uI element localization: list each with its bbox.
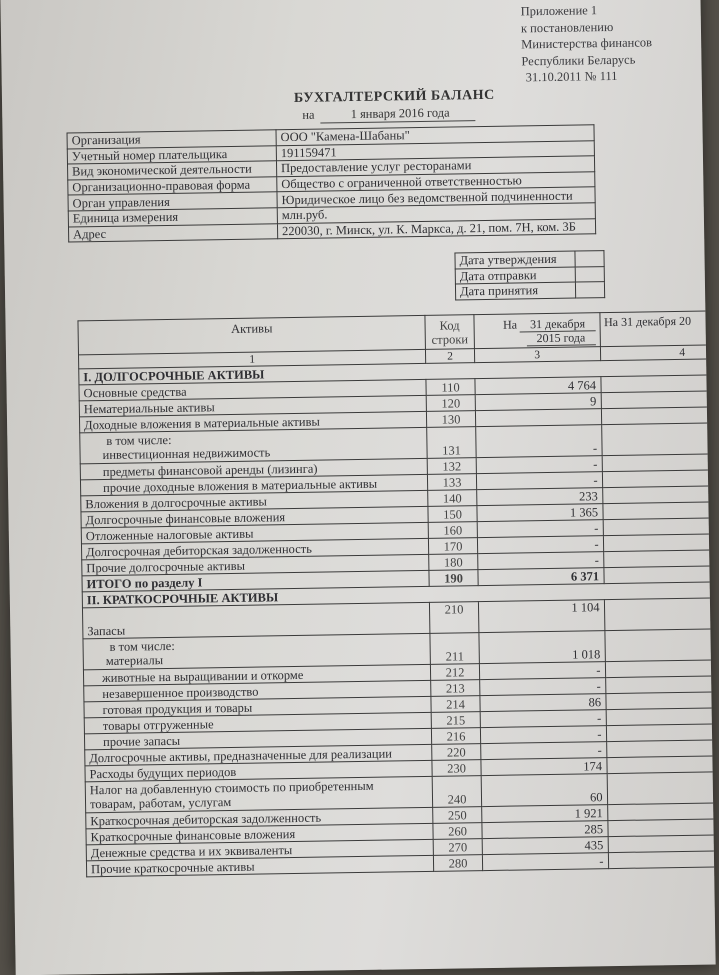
row-value-prev xyxy=(606,724,714,742)
row-value-2015: 174 xyxy=(481,758,607,776)
row-code: 140 xyxy=(428,490,477,507)
dates-table xyxy=(454,250,605,300)
row-code: 250 xyxy=(433,807,482,824)
row-code: 220 xyxy=(432,744,481,761)
info-value: Предоставление услуг ресторанами xyxy=(276,156,594,177)
row-value-prev xyxy=(607,772,715,805)
row-value-prev xyxy=(608,851,716,869)
row-code: 180 xyxy=(429,554,478,571)
row-label: Доходные вложения в материальные активы xyxy=(79,411,426,432)
assets-table xyxy=(77,310,715,877)
col3-prefix: На xyxy=(502,316,518,332)
date-value-cell xyxy=(575,266,604,282)
row-value-prev xyxy=(601,391,709,409)
row-value-2015: 1 104 xyxy=(478,600,604,633)
row-label: Расходы будущих периодов xyxy=(85,760,432,781)
row-value-2015: 9 xyxy=(475,393,601,411)
row-value-2015: - xyxy=(476,456,602,474)
row-value-prev xyxy=(606,756,714,774)
row-value-2015: - xyxy=(477,520,603,538)
row-code: 210 xyxy=(430,602,479,634)
row-value-2015: 435 xyxy=(482,837,608,855)
row-label: предметы финансовой аренды (лизинга) xyxy=(80,458,427,479)
row-value-prev xyxy=(606,708,714,726)
row-value-2015: 1 365 xyxy=(477,504,603,522)
row-label-line: товарам, работам, услугам xyxy=(89,795,232,812)
info-label: Организационно-правовая форма xyxy=(68,177,277,196)
appendix-note xyxy=(521,1,653,86)
row-label: готовая продукция и товары xyxy=(84,696,431,717)
date-row xyxy=(455,282,604,300)
row-value-2015 xyxy=(475,409,601,427)
row-code: 110 xyxy=(426,379,475,396)
row-code: 260 xyxy=(433,823,482,840)
row-value-2015: 1 018 xyxy=(479,631,605,664)
info-label: Учетный номер плательщика xyxy=(67,145,276,164)
row-label: прочие доходные вложения в материальные активы xyxy=(80,474,427,495)
col3-date: 31 декабря xyxy=(520,316,595,332)
row-code: 133 xyxy=(428,474,477,491)
assets-header: Активы xyxy=(78,315,426,354)
row-label: прочие запасы xyxy=(84,728,431,749)
row-code: 216 xyxy=(432,728,481,745)
row-label: Прочие краткосрочные активы xyxy=(86,855,433,876)
row-value-prev xyxy=(603,566,711,584)
row-value-2015: - xyxy=(477,536,603,554)
row-value-2015: - xyxy=(480,726,606,744)
row-code: 150 xyxy=(428,506,477,523)
row-value-2015: 6 371 xyxy=(478,568,604,586)
row-code: 130 xyxy=(427,411,476,428)
row-code: 213 xyxy=(431,680,480,697)
row-label-line: в том числе: xyxy=(106,432,172,448)
row-label: Долгосрочная дебиторская задолженность xyxy=(81,538,428,559)
appendix-line: Приложение 1 xyxy=(520,3,598,19)
row-value-prev xyxy=(601,407,709,425)
date-prefix: на xyxy=(302,107,315,122)
row-value-2015: - xyxy=(476,472,602,490)
row-value-2015: 1 921 xyxy=(481,805,607,823)
row-value-2015: 233 xyxy=(476,488,602,506)
row-value-prev xyxy=(602,502,710,520)
row-code: 211 xyxy=(430,633,479,665)
row-value-prev xyxy=(606,740,714,758)
row-value-2015: - xyxy=(480,710,606,728)
row-label: Долгосрочные активы, предназначенные для реализации xyxy=(85,744,432,765)
row-value-prev xyxy=(601,423,709,456)
row-value-2015: - xyxy=(479,678,605,696)
date-label: Дата отправки xyxy=(455,267,575,284)
row-code: 230 xyxy=(432,760,481,777)
code-header: Код строки xyxy=(425,315,474,350)
date-label: Дата утверждения xyxy=(455,251,575,268)
document-title: БУХГАЛТЕРСКИЙ БАЛАНС xyxy=(293,87,495,106)
row-label-line: в том числе: xyxy=(109,638,175,654)
row-label: Прочие долгосрочные активы xyxy=(82,554,429,575)
row-value-prev xyxy=(607,819,715,837)
row-label: незавершенное производство xyxy=(84,680,431,701)
row-label: Денежные средства и их эквиваленты xyxy=(86,839,433,860)
row-label: Долгосрочные финансовые вложения xyxy=(81,506,428,527)
info-label: Адрес xyxy=(68,223,277,242)
appendix-line: Министерства финансов xyxy=(521,35,653,52)
col-num: 1 xyxy=(79,349,426,368)
row-code: 240 xyxy=(432,776,481,808)
row-label: товары отгруженные xyxy=(84,712,431,733)
row-code: 131 xyxy=(427,427,476,459)
row-label: Основные средства xyxy=(79,379,426,400)
row-value-prev xyxy=(605,676,713,694)
row-label: Краткосрочные финансовые вложения xyxy=(86,823,433,844)
info-value: ООО "Камена-Шабаны" xyxy=(276,125,594,146)
row-value-prev xyxy=(602,486,710,504)
row-code: 160 xyxy=(428,522,477,539)
row-label: животные на выращивании и откорме xyxy=(83,664,430,685)
row-code: 270 xyxy=(433,839,482,856)
row-label: Нематериальные активы xyxy=(79,395,426,416)
report-date xyxy=(302,105,476,124)
row-code: 170 xyxy=(429,538,478,555)
row-code: 215 xyxy=(431,712,480,729)
row-label-line: Налог на добавленную стоимость по приобретенным xyxy=(89,778,374,798)
row-label: Отложенные налоговые активы xyxy=(81,522,428,543)
col-num: 4 xyxy=(600,345,708,361)
row-code: 214 xyxy=(431,696,480,713)
row-code: 120 xyxy=(426,395,475,412)
info-value: млн.руб. xyxy=(277,203,595,224)
row-value-2015: - xyxy=(479,662,605,680)
row-code: 132 xyxy=(427,458,476,475)
info-value: 191159471 xyxy=(276,140,594,161)
row-label: Запасы xyxy=(82,602,430,638)
date-value-cell xyxy=(575,282,604,298)
info-value: Общество с ограниченной ответственностью xyxy=(277,172,595,193)
row-value-2015: 285 xyxy=(482,821,608,839)
info-value: Юридическое лицо без ведомственной подчиненности xyxy=(277,187,595,208)
row-code: 190 xyxy=(429,570,478,587)
row-value-prev xyxy=(603,550,711,568)
info-value: 220030, г. Минск, ул. К. Маркса, д. 21, пом. 7Н, ком. 3Б xyxy=(277,218,595,239)
row-value-prev xyxy=(605,660,713,678)
appendix-line: 31.10.2011 № 111 xyxy=(525,68,618,85)
info-label: Орган управления xyxy=(68,192,277,211)
row-code: 212 xyxy=(431,664,480,681)
row-value-prev xyxy=(602,454,710,472)
organization-info-table xyxy=(67,124,597,242)
row-label: Вложения в долгосрочные активы xyxy=(81,490,428,511)
row-label-line: инвестиционная недвижимость xyxy=(102,445,271,463)
row-value-prev xyxy=(605,692,713,710)
col3-header xyxy=(474,313,600,349)
row-label: ИТОГО по разделу I xyxy=(82,570,429,591)
appendix-line: к постановлению xyxy=(520,19,614,35)
row-label-line: материалы xyxy=(105,653,164,668)
row-value-2015: 86 xyxy=(480,694,606,712)
row-value-2015: 4 764 xyxy=(475,377,601,395)
row-value-2015: - xyxy=(475,425,601,458)
date-value-cell xyxy=(575,251,604,267)
info-label: Вид экономической деятельности xyxy=(68,161,277,180)
row-code: 280 xyxy=(434,855,483,872)
col4-header: На 31 декабря 20 xyxy=(599,311,707,347)
row-value-prev xyxy=(603,518,711,536)
row-value-2015: 60 xyxy=(481,774,607,807)
row-value-prev xyxy=(608,835,716,853)
row-value-prev xyxy=(600,375,708,393)
date-label: Дата принятия xyxy=(455,282,575,299)
row-value-2015: - xyxy=(480,742,606,760)
col-num: 3 xyxy=(474,347,600,363)
row-value-prev xyxy=(604,629,712,662)
row-value-2015: - xyxy=(477,552,603,570)
row-value-prev xyxy=(603,534,711,552)
section-title: II. КРАТКОСРОЧНЫЕ АКТИВЫ xyxy=(82,582,711,608)
row-value-prev xyxy=(607,803,715,821)
info-label: Организация xyxy=(67,130,276,149)
col-num: 2 xyxy=(426,349,475,364)
appendix-line: Республики Беларусь xyxy=(521,52,636,68)
row-value-prev xyxy=(604,598,712,631)
row-value-prev xyxy=(602,470,710,488)
section-title: I. ДОЛГОСРОЧНЫЕ АКТИВЫ xyxy=(79,359,708,385)
date-value: 1 января 2016 года xyxy=(321,105,476,123)
row-label: Краткосрочная дебиторская задолженность xyxy=(86,807,433,828)
col3-year: 2015 года xyxy=(526,330,595,346)
row-value-2015: - xyxy=(482,853,608,871)
info-label: Единица измерения xyxy=(68,208,277,227)
